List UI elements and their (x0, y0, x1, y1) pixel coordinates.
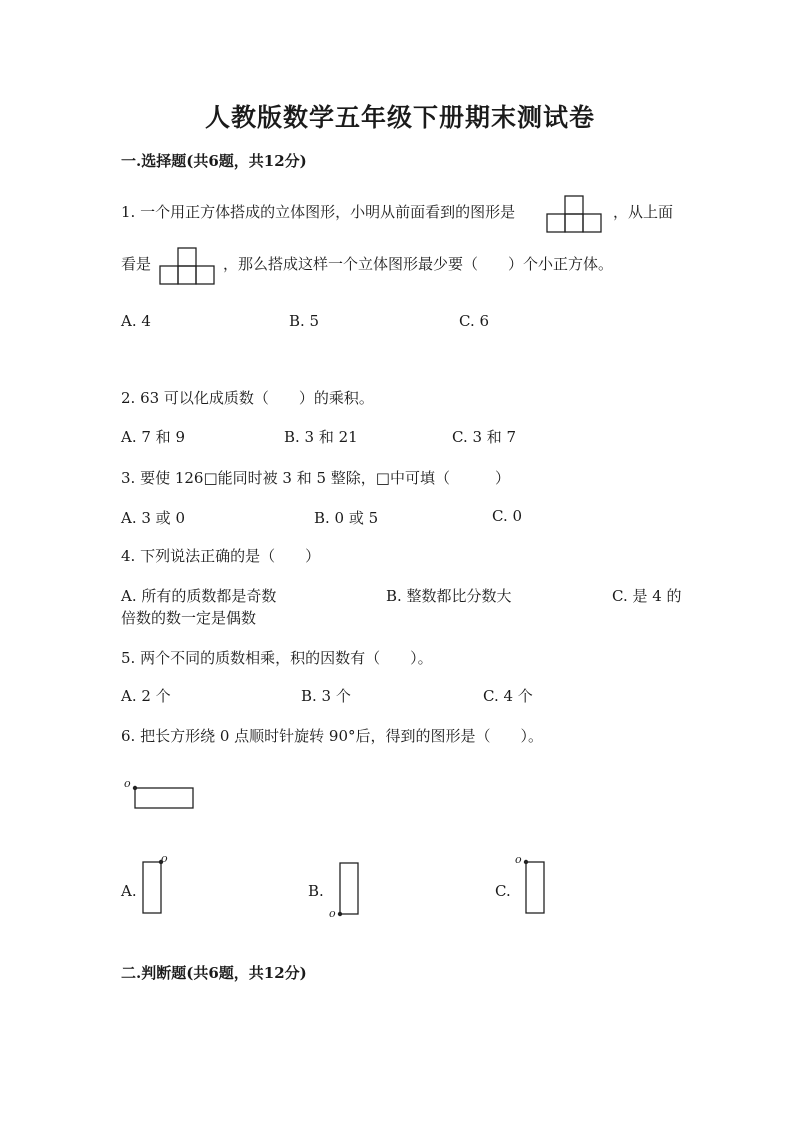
original-rectangle-figure (120, 775, 200, 815)
question-4-option-b[interactable]: B. 整数都比分数大 (386, 587, 512, 605)
question-3-text: 3. 要使 126□能同时被 3 和 5 整除，□中可填（ ） (121, 469, 510, 487)
section-heading-choice: 一.选择题(共6题，共12分) (121, 152, 307, 170)
question-6-option-b[interactable]: B. (308, 882, 324, 900)
question-2-text: 2. 63 可以化成质数（ ）的乘积。 (121, 389, 374, 407)
point-o-label: o (124, 777, 131, 790)
question-6-option-c[interactable]: C. (495, 882, 511, 900)
question-5-option-b[interactable]: B. 3 个 (301, 687, 351, 705)
question-1-line-1-end: ，从上面 (613, 203, 674, 221)
question-1-line-1-start: 1. 一个用正方体搭成的立体图形，小明从前面看到的图形是 (121, 203, 516, 221)
svg-text:o: o (329, 907, 336, 920)
question-3-option-a[interactable]: A. 3 或 0 (121, 509, 185, 527)
option-b-rectangle-figure (325, 858, 365, 924)
question-1-option-c[interactable]: C. 6 (459, 312, 490, 330)
front-view-figure (547, 195, 607, 233)
question-1-line-2-end: ，那么搭成这样一个立体图形最少要（ ）个小正方体。 (223, 255, 614, 273)
question-1-line-2-start: 看是 (121, 255, 152, 273)
question-4-option-a[interactable]: A. 所有的质数都是奇数 (121, 587, 277, 605)
question-4-text: 4. 下列说法正确的是（ ） (121, 547, 321, 565)
question-2-option-a[interactable]: A. 7 和 9 (121, 428, 185, 446)
question-4-option-c-continuation: 倍数的数一定是偶数 (121, 609, 257, 627)
question-6-option-a[interactable]: A. (121, 882, 137, 900)
svg-text:o: o (161, 852, 168, 865)
question-4-option-c[interactable]: C. 是 4 的 (612, 587, 682, 605)
question-1-option-b[interactable]: B. 5 (289, 312, 320, 330)
svg-text:o: o (515, 853, 522, 866)
page-title: 人教版数学五年级下册期末测试卷 (204, 103, 595, 132)
option-c-rectangle-figure (513, 852, 553, 918)
option-a-rectangle-figure (140, 852, 180, 918)
question-3-option-b[interactable]: B. 0 或 5 (314, 509, 379, 527)
question-5-option-c[interactable]: C. 4 个 (483, 687, 533, 705)
top-view-figure (160, 247, 220, 285)
question-2-option-b[interactable]: B. 3 和 21 (284, 428, 358, 446)
question-5-text: 5. 两个不同的质数相乘，积的因数有（ ）。 (121, 649, 433, 667)
section-heading-judgment: 二.判断题(共6题，共12分) (121, 964, 307, 982)
question-6-text: 6. 把长方形绕 0 点顺时针旋转 90°后，得到的图形是（ ）。 (121, 727, 544, 745)
question-1-option-a[interactable]: A. 4 (121, 312, 151, 330)
question-5-option-a[interactable]: A. 2 个 (121, 687, 171, 705)
question-2-option-c[interactable]: C. 3 和 7 (452, 428, 517, 446)
question-3-option-c[interactable]: C. 0 (492, 507, 523, 525)
